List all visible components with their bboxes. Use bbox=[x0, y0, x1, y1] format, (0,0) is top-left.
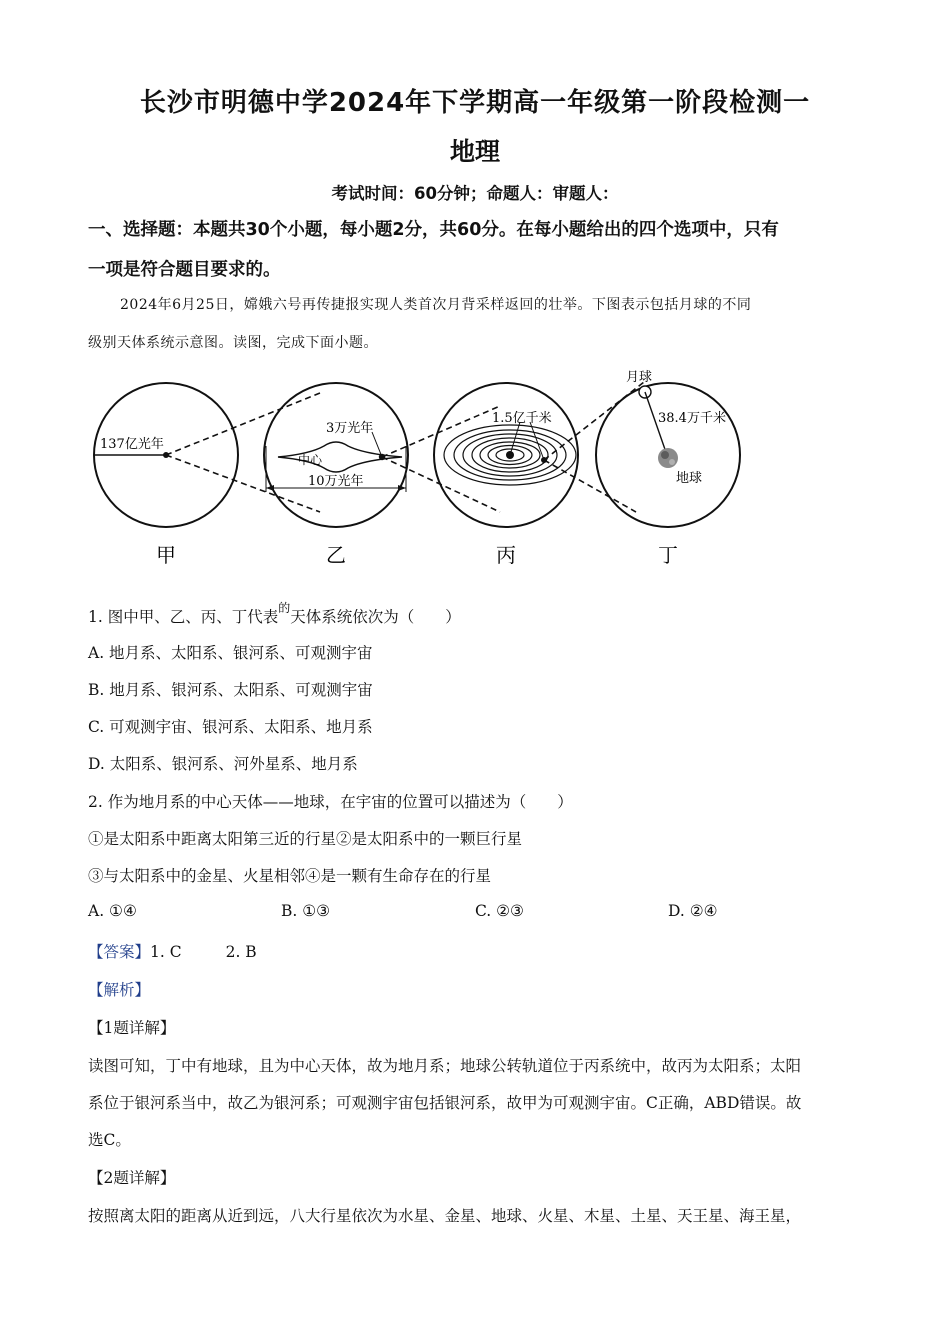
q2-detail-line1: 按照离太阳的距离从近到远，八大行星依次为水星、金星、地球、火星、木星、土星、天王星、海王星， bbox=[88, 1207, 802, 1225]
ding-distance-label: 38.4万千米 bbox=[658, 411, 726, 426]
bing-distance-label: 1.5亿千米 bbox=[492, 411, 552, 426]
analysis-tag: 【解析】 bbox=[88, 981, 151, 999]
q2-stem: 2. 作为地月系的中心天体——地球，在宇宙的位置可以描述为（ ） bbox=[88, 793, 573, 811]
ding-moon-label: 月球 bbox=[626, 370, 653, 385]
q2-statement-1: ①是太阳系中距离太阳第三近的行星②是太阳系中的一颗巨行星 bbox=[88, 830, 523, 848]
label-yi: 乙 bbox=[326, 543, 346, 567]
answer-line bbox=[88, 940, 868, 962]
exam-info: 考试时间：60分钟；命题人：审题人： bbox=[331, 184, 619, 203]
q2-option-c: C. ②③ bbox=[475, 902, 524, 920]
ding-earth-label: 地球 bbox=[676, 471, 703, 486]
q1-detail-heading: 【1题详解】 bbox=[88, 1019, 176, 1037]
yi-diameter-label: 10万光年 bbox=[308, 474, 364, 489]
q1-option-b: B. 地月系、银河系、太阳系、可观测宇宙 bbox=[88, 681, 373, 699]
q1-option-a: A. 地月系、太阳系、银河系、可观测宇宙 bbox=[88, 644, 373, 662]
intro-line1: 2024年6月25日，嫦娥六号再传捷报实现人类首次月背采样返回的壮举。下图表示包括月球的不同 bbox=[120, 297, 752, 313]
section-heading-line2: 一项是符合题目要求的。 bbox=[88, 260, 281, 280]
q1-detail-line1: 读图可知，丁中有地球，且为中心天体，故为地月系；地球公转轨道位于丙系统中，故丙为太阳系；太阳 bbox=[88, 1057, 802, 1075]
label-ding: 丁 bbox=[658, 543, 678, 567]
q1-stem-sup: 的 bbox=[278, 601, 291, 615]
exam-title: 长沙市明德中学2024年下学期高一年级第一阶段检测一 bbox=[139, 88, 811, 118]
q2-option-d: D. ②④ bbox=[668, 902, 718, 920]
q1-stem-a: 1. 图中甲、乙、丙、丁代表 bbox=[88, 608, 279, 627]
circle-ding bbox=[596, 369, 740, 527]
yi-thickness-label: 3万光年 bbox=[326, 421, 374, 436]
q1-option-d: D. 太阳系、银河系、河外星系、地月系 bbox=[88, 755, 358, 773]
q1-stem-b: 天体系统依次为（ ） bbox=[290, 608, 461, 627]
q2-option-b: B. ①③ bbox=[281, 902, 331, 920]
q2-detail-heading: 【2题详解】 bbox=[88, 1169, 176, 1187]
subject-title: 地理 bbox=[449, 137, 500, 166]
q1-stem bbox=[88, 603, 868, 627]
label-bing: 丙 bbox=[496, 543, 516, 567]
q1-detail-line3: 选C。 bbox=[88, 1131, 131, 1149]
intro-line2: 级别天体系统示意图。读图，完成下面小题。 bbox=[88, 335, 378, 351]
jia-radius-label: 137亿光年 bbox=[100, 437, 164, 452]
label-jia: 甲 bbox=[156, 543, 176, 567]
circle-bing bbox=[434, 383, 578, 527]
celestial-systems-figure bbox=[80, 362, 760, 577]
q1-option-c: C. 可观测宇宙、银河系、太阳系、地月系 bbox=[88, 718, 373, 736]
yi-center-label: 中心 bbox=[298, 453, 323, 467]
q2-statement-2: ③与太阳系中的金星、火星相邻④是一颗有生命存在的行星 bbox=[88, 867, 492, 885]
q2-option-a: A. ①④ bbox=[88, 902, 137, 920]
section-heading-line1: 一、选择题：本题共30个小题，每小题2分，共60分。在每小题给出的四个选项中，只有 bbox=[88, 220, 779, 240]
answer-tag: 【答案】 bbox=[88, 943, 151, 961]
answer-1: 1. C bbox=[150, 943, 182, 961]
q1-detail-line2: 系位于银河系当中，故乙为银河系；可观测宇宙包括银河系，故甲为可观测宇宙。C正确，ABD错误。故 bbox=[88, 1094, 802, 1112]
answer-2: 2. B bbox=[225, 943, 257, 961]
